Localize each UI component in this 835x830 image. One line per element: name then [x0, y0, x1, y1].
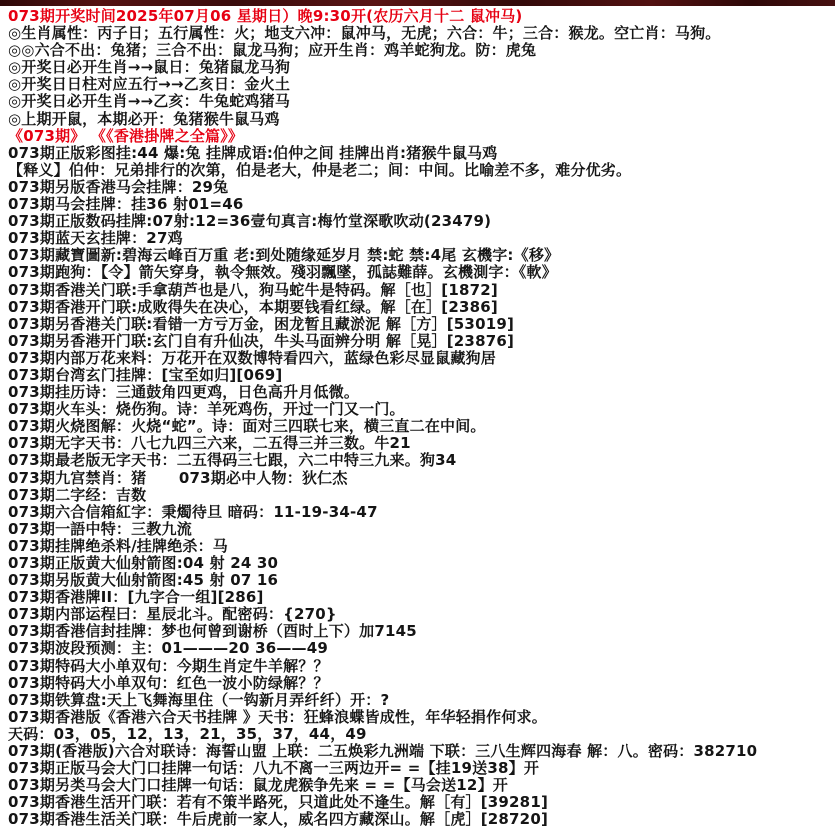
text-line: ◎开奖日必开生肖→→鼠日：兔猪鼠龙马狗	[8, 59, 291, 77]
text-line: 073期特码大小单双句：红色一波小防绿解？？	[8, 674, 329, 692]
text-line: 073期正版黄大仙射箭图:04 射 24 30	[8, 555, 279, 572]
text-line: 073期正版马会大门口挂牌一句话：八九不离一三两边开= =【挂19送38】开	[8, 760, 540, 778]
text-line: 073期蓝天玄挂牌：27鸡	[8, 230, 183, 248]
text-line: 073期六合信箱紅字：秉燭待旦 暗码：11-19-34-47	[8, 503, 378, 521]
text-line: 073期藏寶圖新:碧海云峰百万重 老:到处随缘延岁月 禁:蛇 禁:4尾 玄機字:《移》	[8, 247, 560, 265]
text-line: 073期一語中特：三教九流	[8, 520, 192, 538]
text-line: 073期台湾玄门挂牌：[宝至如归][069]	[8, 366, 283, 384]
text-line: 073期香港生活关门联：牛后虎前一家人，威名四方藏深山。解［虎］[28720]	[8, 811, 549, 829]
text-line: 073期(香港版)六合对联诗：海誓山盟 上联：二五焕彩九洲端 下联：三八生辉四海春 解：八。密码：382710	[8, 743, 758, 761]
text-line: 【释义】伯仲：兄弟排行的次第，伯是老大，仲是老二；间：中间。比喻差不多，难分优劣。	[8, 161, 632, 179]
text-line: 073期内部运程曰：星辰北斗。配密码：{270}	[8, 606, 337, 624]
text-line: 073期马会挂牌：挂36 射01=46	[8, 196, 244, 214]
text-line: 073期火烧图解：火烧“蛇”。诗：面对三四联七来，横三直二在中间。	[8, 418, 486, 436]
text-line: ◎开奖日日柱对应五行→→乙亥日：金火土	[8, 76, 291, 94]
text-line: ◎◎六合不出：兔猪；三合不出：鼠龙马狗；应开生肖：鸡羊蛇狗龙。防：虎兔	[8, 42, 537, 60]
text-line: 073期另类马会大门口挂牌一句话：鼠龙虎猴争先来 = =【马会送12】开	[8, 777, 508, 795]
text-line: ◎开奖日必开生肖→→乙亥：牛兔蛇鸡猪马	[8, 93, 291, 111]
text-line: 073期挂牌绝杀料/挂牌绝杀：马	[8, 537, 228, 555]
text-line: 073期内部万花来料：万花开在双数博特看四六，蓝绿色彩尽显鼠藏狗居	[8, 349, 496, 367]
text-line: 073期正版彩图挂:44 爆:兔 挂牌成语:伯仲之间 挂牌出肖:猪猴牛鼠马鸡	[8, 144, 498, 162]
text-line: 073期正版数码挂牌:07射:12=36壹句真言:梅竹堂深歌吹动(23479)	[8, 213, 492, 231]
text-line: 073期火车头：烧伤狗。诗：羊死鸡伤，开过一门又一门。	[8, 401, 405, 419]
text-line: 073期波段预测：主：01———20 36——49	[8, 640, 329, 658]
text-line: 073期香港开门联:成败得失在决心，本期要钱看红绿。解［在］[2386]	[8, 298, 498, 316]
text-line: 073期香港版《香港六合天书挂牌 》天书：狂蜂浪蝶皆成性，年华轻捐作何求。	[8, 708, 547, 726]
text-line: 073期铁算盘:天上飞舞海里住（一钩新月弄纤纤）开：?	[8, 691, 390, 709]
text-line: 073期九宫禁肖：猪 073期必中人物：狄仁杰	[8, 469, 348, 487]
content-lines	[8, 8, 833, 829]
text-line: 073期香港牌II：[九字合一组][286]	[8, 589, 264, 607]
text-line: 073期最老版无字天书：二五得码三七跟，六二中特三九来。狗34	[8, 452, 457, 470]
text-line: 073期跑狗：【令】箭矢穿身，執令無效。殘羽飄墜，孤誌難薛。玄機測字：《軟》	[8, 264, 557, 282]
text-line: 073期香港关门联:手拿葫芦也是八，狗马蛇牛是特码。解［也］[1872]	[8, 281, 498, 299]
text-line: 073期另香港开门联:玄门自有升仙决，牛头马面辨分明 解［晃］[23876]	[8, 332, 515, 350]
text-line: 073期另香港关门联:看错一方亏万金，困龙暂且藏淤泥 解［方］[53019]	[8, 315, 515, 333]
text-line: 天码：03，05，12，13，21，35，37，44，49	[8, 725, 367, 743]
text-line: 073期特码大小单双句：今期生肖定牛羊解？？	[8, 657, 329, 675]
text-line: 073期香港信封挂牌：梦也何曾到谢桥（酉时上下）加7145	[8, 623, 417, 641]
text-line: 073期二字经：吉数	[8, 486, 147, 504]
text-line: 073期无字天书：八七九四三六来，二五得三并三数。牛21	[8, 435, 411, 453]
text-line: 073期挂历诗：三通鼓角四更鸡，日色高升月低微。	[8, 384, 360, 402]
text-line: 《073期》 《《香港掛牌之全篇》》	[8, 127, 244, 145]
text-line: 073期另版香港马会挂牌：29兔	[8, 178, 229, 196]
text-line: 073期开奖时间2025年07月06 星期日）晚9:30开(农历六月十二 鼠冲马)	[8, 8, 523, 25]
lottery-tips-page	[0, 6, 835, 829]
text-line: 073期另版黄大仙射箭图:45 射 07 16	[8, 572, 279, 590]
text-line: ◎生肖属性：丙子日；五行属性：火；地支六冲：鼠冲马，无虎；六合：牛；三合：猴龙。空亡肖：马狗。	[8, 25, 721, 43]
text-line: 073期香港生活开门联：若有不策半路死，只道此处不逢生。解［有］[39281]	[8, 794, 549, 812]
text-line: ◎上期开鼠，本期必开：兔猪猴牛鼠马鸡	[8, 110, 280, 128]
